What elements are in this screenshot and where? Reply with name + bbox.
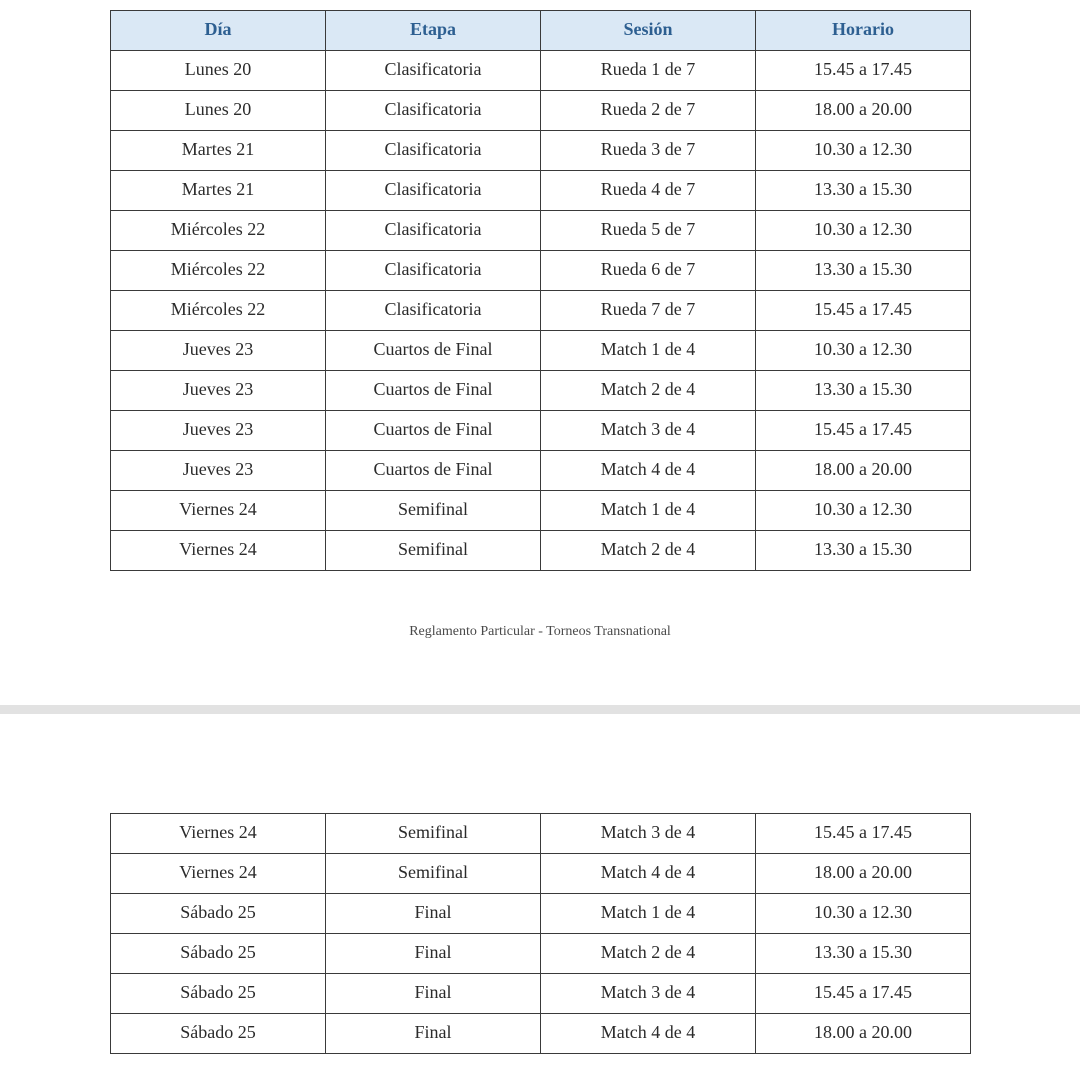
cell-horario: 18.00 a 20.00 (756, 91, 971, 131)
cell-sesion: Match 2 de 4 (541, 371, 756, 411)
cell-etapa: Semifinal (326, 531, 541, 571)
cell-sesion: Rueda 5 de 7 (541, 211, 756, 251)
cell-etapa: Semifinal (326, 491, 541, 531)
cell-dia: Martes 21 (111, 171, 326, 211)
cell-horario: 10.30 a 12.30 (756, 131, 971, 171)
document-page-bottom (0, 714, 1080, 1073)
cell-sesion: Match 2 de 4 (541, 531, 756, 571)
table-header-row (111, 11, 971, 51)
cell-etapa: Semifinal (326, 854, 541, 894)
cell-etapa: Clasificatoria (326, 51, 541, 91)
cell-etapa: Clasificatoria (326, 91, 541, 131)
table-row (111, 451, 971, 491)
cell-etapa: Semifinal (326, 814, 541, 854)
cell-dia: Sábado 25 (111, 934, 326, 974)
cell-etapa: Cuartos de Final (326, 411, 541, 451)
schedule-table-bottom (110, 813, 971, 1054)
cell-sesion: Match 1 de 4 (541, 894, 756, 934)
table-row (111, 91, 971, 131)
cell-horario: 10.30 a 12.30 (756, 491, 971, 531)
table-row (111, 131, 971, 171)
cell-etapa: Clasificatoria (326, 131, 541, 171)
table-row (111, 531, 971, 571)
cell-dia: Miércoles 22 (111, 251, 326, 291)
cell-etapa: Clasificatoria (326, 211, 541, 251)
cell-etapa: Clasificatoria (326, 291, 541, 331)
cell-sesion: Rueda 7 de 7 (541, 291, 756, 331)
cell-dia: Lunes 20 (111, 91, 326, 131)
cell-etapa: Clasificatoria (326, 251, 541, 291)
cell-sesion: Match 3 de 4 (541, 974, 756, 1014)
page-footer: Reglamento Particular - Torneos Transnational (409, 624, 671, 639)
header-sesion: Sesión (541, 11, 756, 51)
cell-horario: 15.45 a 17.45 (756, 411, 971, 451)
table-row (111, 894, 971, 934)
table-row (111, 51, 971, 91)
table-row (111, 814, 971, 854)
cell-dia: Viernes 24 (111, 854, 326, 894)
cell-horario: 18.00 a 20.00 (756, 854, 971, 894)
cell-horario: 15.45 a 17.45 (756, 291, 971, 331)
cell-etapa: Cuartos de Final (326, 451, 541, 491)
cell-etapa: Final (326, 934, 541, 974)
cell-horario: 18.00 a 20.00 (756, 1014, 971, 1054)
cell-sesion: Match 1 de 4 (541, 331, 756, 371)
cell-etapa: Final (326, 894, 541, 934)
cell-sesion: Rueda 6 de 7 (541, 251, 756, 291)
cell-horario: 13.30 a 15.30 (756, 531, 971, 571)
cell-dia: Sábado 25 (111, 974, 326, 1014)
schedule-table-top (110, 10, 971, 571)
table-row (111, 411, 971, 451)
header-dia: Día (111, 11, 326, 51)
cell-dia: Viernes 24 (111, 491, 326, 531)
table-row (111, 251, 971, 291)
cell-horario: 10.30 a 12.30 (756, 211, 971, 251)
table-row (111, 211, 971, 251)
cell-dia: Martes 21 (111, 131, 326, 171)
cell-horario: 13.30 a 15.30 (756, 171, 971, 211)
cell-dia: Sábado 25 (111, 894, 326, 934)
cell-etapa: Cuartos de Final (326, 331, 541, 371)
table-row (111, 974, 971, 1014)
cell-horario: 13.30 a 15.30 (756, 251, 971, 291)
cell-dia: Jueves 23 (111, 451, 326, 491)
page-separator (0, 705, 1080, 714)
cell-etapa: Clasificatoria (326, 171, 541, 211)
cell-etapa: Final (326, 1014, 541, 1054)
cell-etapa: Cuartos de Final (326, 371, 541, 411)
cell-sesion: Match 2 de 4 (541, 934, 756, 974)
cell-sesion: Match 4 de 4 (541, 1014, 756, 1054)
cell-dia: Jueves 23 (111, 411, 326, 451)
cell-dia: Miércoles 22 (111, 291, 326, 331)
cell-dia: Jueves 23 (111, 331, 326, 371)
cell-horario: 13.30 a 15.30 (756, 934, 971, 974)
cell-sesion: Match 1 de 4 (541, 491, 756, 531)
cell-dia: Sábado 25 (111, 1014, 326, 1054)
cell-sesion: Match 4 de 4 (541, 451, 756, 491)
cell-sesion: Match 4 de 4 (541, 854, 756, 894)
cell-horario: 10.30 a 12.30 (756, 894, 971, 934)
cell-sesion: Rueda 4 de 7 (541, 171, 756, 211)
cell-sesion: Rueda 3 de 7 (541, 131, 756, 171)
cell-sesion: Rueda 2 de 7 (541, 91, 756, 131)
cell-dia: Jueves 23 (111, 371, 326, 411)
table-row (111, 291, 971, 331)
cell-etapa: Final (326, 974, 541, 1014)
cell-horario: 13.30 a 15.30 (756, 371, 971, 411)
table-row (111, 171, 971, 211)
table-row (111, 1014, 971, 1054)
cell-sesion: Rueda 1 de 7 (541, 51, 756, 91)
table-row (111, 934, 971, 974)
cell-dia: Lunes 20 (111, 51, 326, 91)
table-row (111, 854, 971, 894)
cell-horario: 10.30 a 12.30 (756, 331, 971, 371)
table-row (111, 491, 971, 531)
cell-horario: 15.45 a 17.45 (756, 51, 971, 91)
cell-horario: 15.45 a 17.45 (756, 974, 971, 1014)
header-etapa: Etapa (326, 11, 541, 51)
cell-sesion: Match 3 de 4 (541, 411, 756, 451)
table-row (111, 331, 971, 371)
cell-horario: 18.00 a 20.00 (756, 451, 971, 491)
cell-sesion: Match 3 de 4 (541, 814, 756, 854)
header-horario: Horario (756, 11, 971, 51)
table-row (111, 371, 971, 411)
cell-horario: 15.45 a 17.45 (756, 814, 971, 854)
cell-dia: Miércoles 22 (111, 211, 326, 251)
cell-dia: Viernes 24 (111, 531, 326, 571)
cell-dia: Viernes 24 (111, 814, 326, 854)
